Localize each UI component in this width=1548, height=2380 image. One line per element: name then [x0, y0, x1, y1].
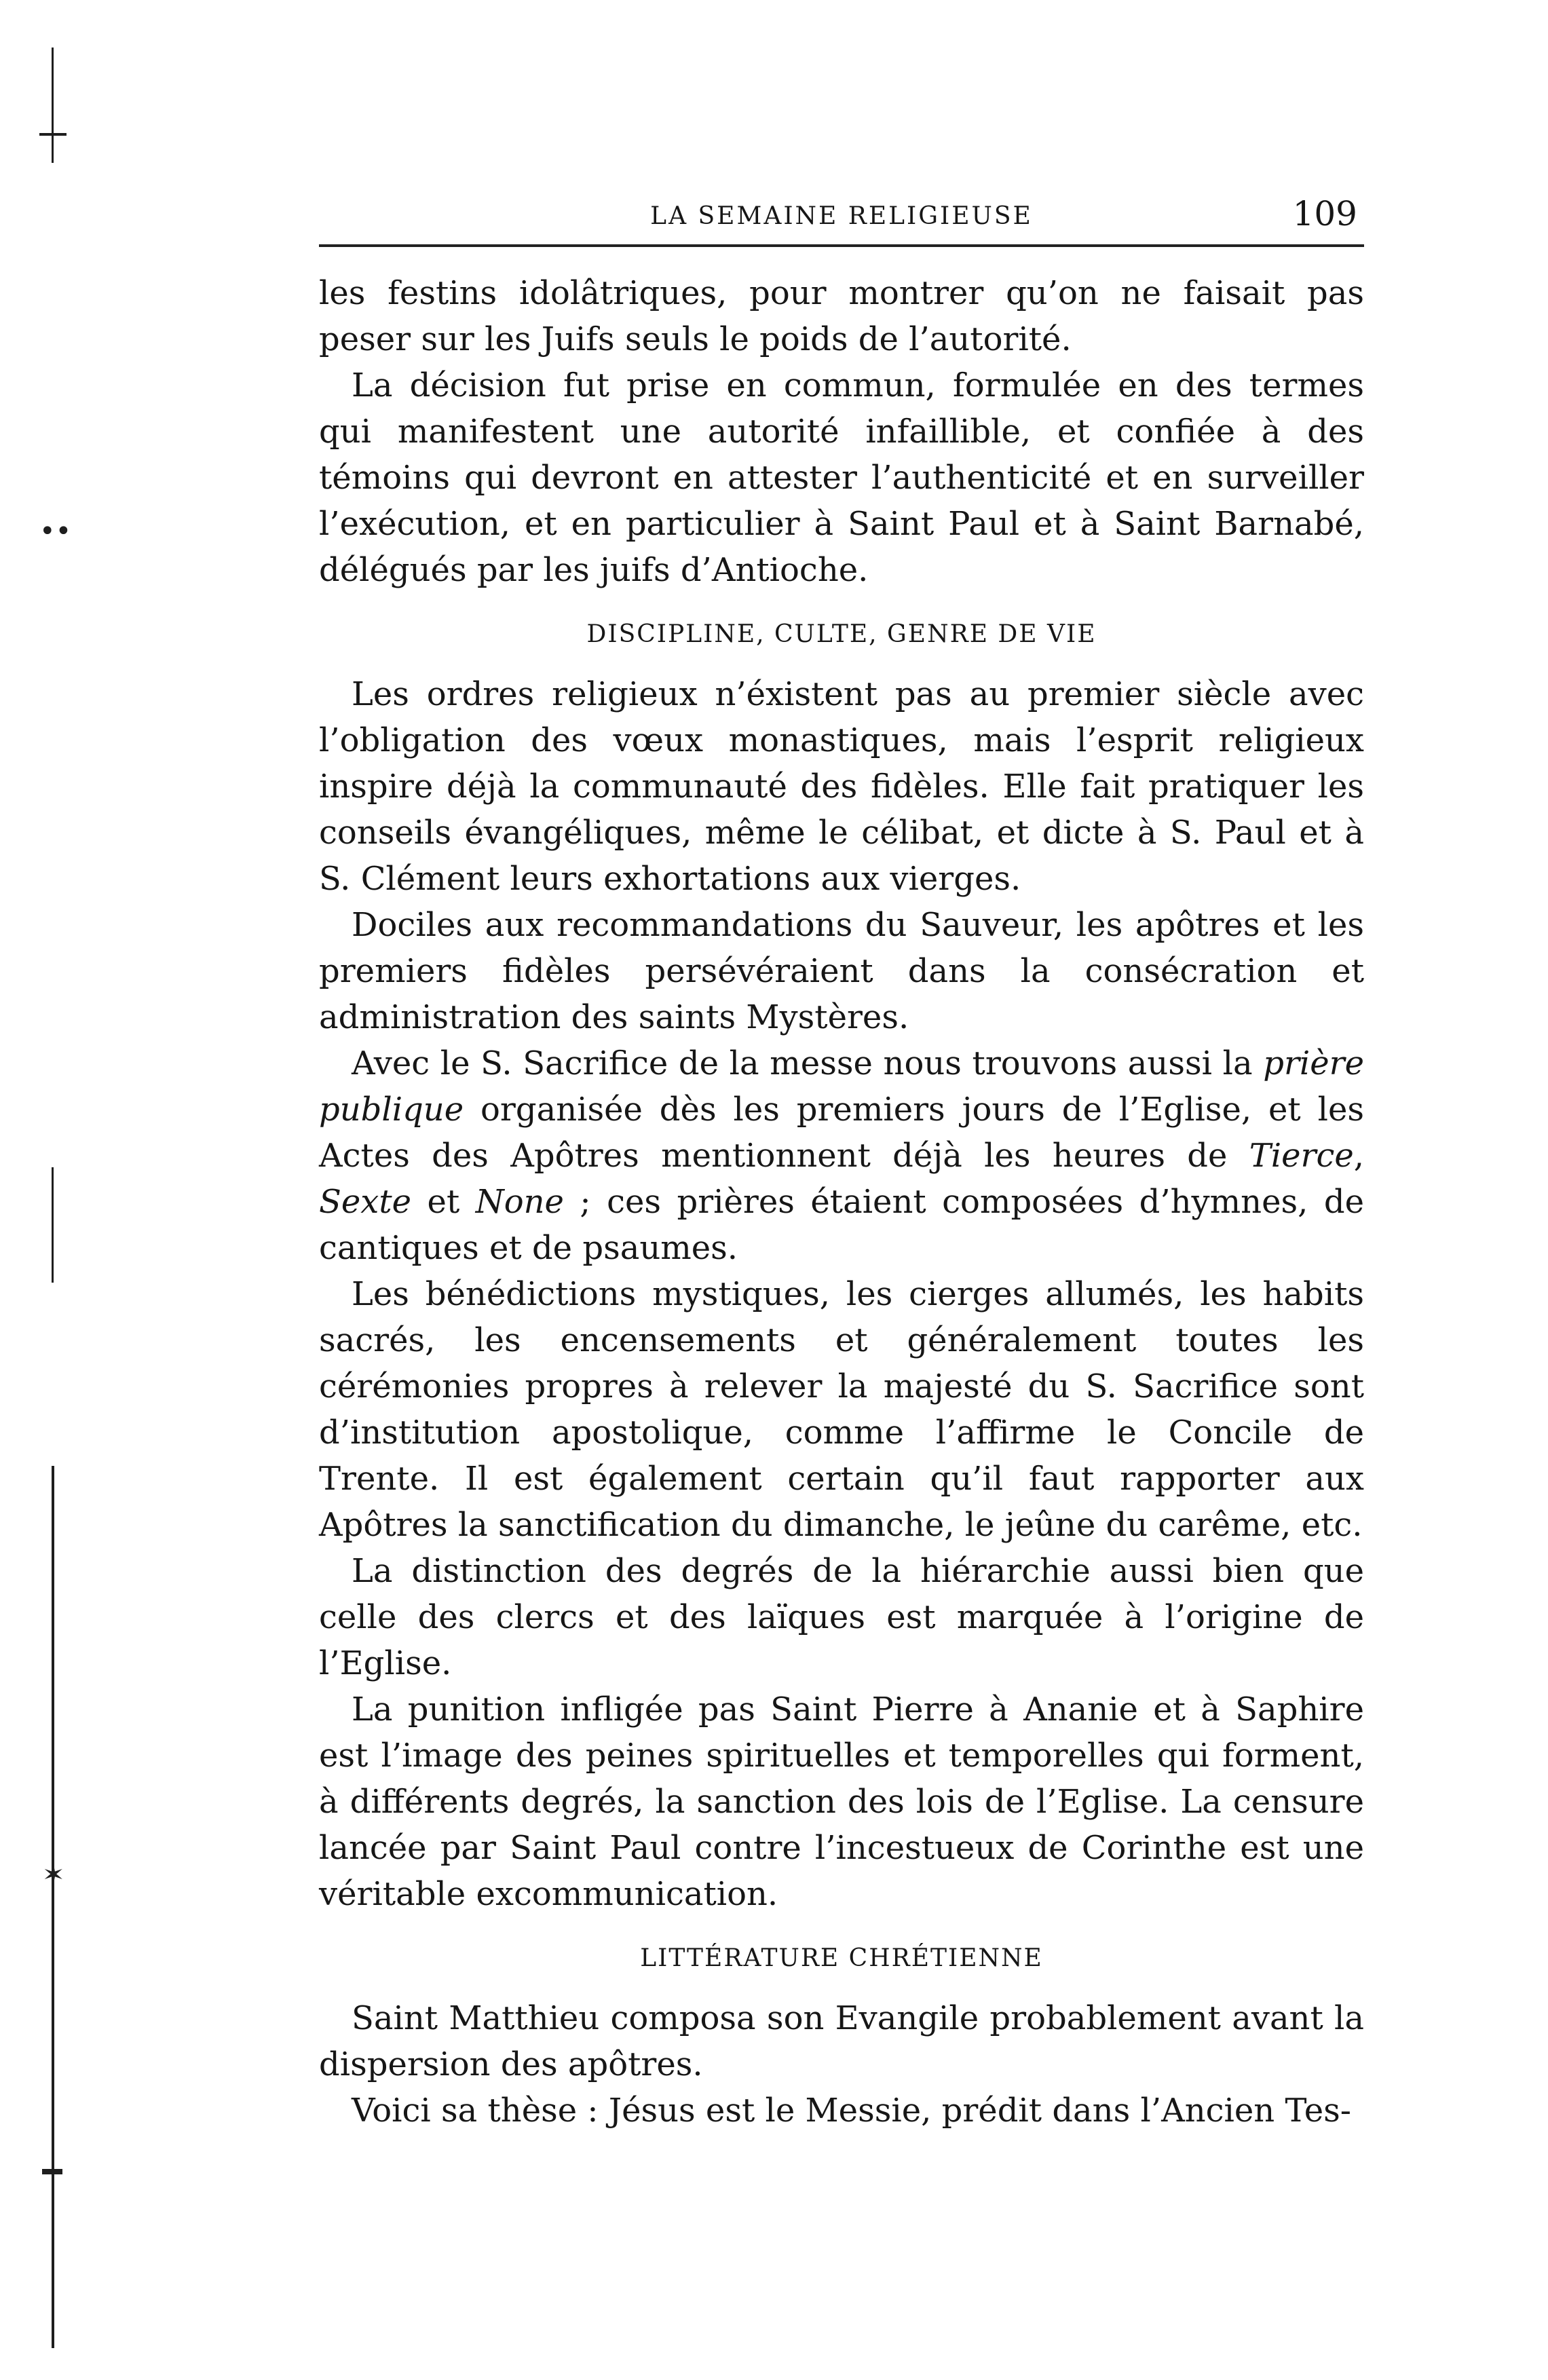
margin-blot: ••	[39, 516, 72, 547]
avec-text-3: ,	[1353, 1137, 1364, 1175]
margin-tick-top	[39, 133, 67, 136]
margin-blot-lower: ✶	[42, 1859, 65, 1891]
avec-italic-sexte: Sexte	[319, 1183, 412, 1221]
document-page	[319, 190, 1364, 2134]
paragraph-matthieu: Saint Matthieu composa son Evangile probablement avant la dispersion des apôtres.	[319, 1999, 1364, 2083]
avec-text-1: Avec le S. Sacrifice de la messe nous trouvons aussi la	[352, 1044, 1264, 1082]
margin-rule-top	[52, 48, 54, 163]
avec-italic-priere: prière publique	[319, 1044, 1364, 1129]
paragraph-punition: La punition infligée pas Saint Pierre à Ananie et à Saphire est l’image des peines spirituelles et temporelles qui forment, à différents degrés, la sanction des lois de l’Eglise. La censure lancée par Saint Paul contre l’incestueux de Corinthe est une véritable excommunication.	[319, 1690, 1364, 1913]
page-body	[319, 270, 1364, 2134]
paragraph-decision: La décision fut prise en commun, formulée en des termes qui manifestent une autorité infaillible, et confiée à des témoins qui devront en attester l’authenticité et en surveiller l’exécution, et en particulier à Saint Paul et à Saint Barnabé, délégués par les juifs d’Antioche.	[319, 366, 1364, 589]
section-heading-discipline: DISCIPLINE, CULTE, GENRE DE VIE	[586, 620, 1097, 648]
avec-italic-none: None	[475, 1183, 564, 1221]
avec-text-5: ; ces prières étaient composées d’hymnes, de cantiques et de psaumes.	[319, 1183, 1364, 1267]
section-heading-litterature: LITTÉRATURE CHRÉTIENNE	[640, 1944, 1043, 1972]
margin-tick-lower	[42, 2169, 62, 2174]
margin-rule-middle	[52, 1167, 54, 1283]
paragraph-avec	[319, 1040, 1364, 1271]
page-number: 109	[1292, 194, 1357, 233]
avec-italic-tierce: Tierce	[1249, 1137, 1354, 1175]
paragraph-dociles: Dociles aux recommandations du Sauveur, les apôtres et les premiers fidèles persévéraient dans la consécration et administration des saints Mystères.	[319, 906, 1364, 1036]
running-title: LA SEMAINE RELIGIEUSE	[650, 202, 1033, 230]
paragraph-these: Voici sa thèse : Jésus est le Messie, prédit dans l’Ancien Tes-	[352, 2092, 1352, 2130]
avec-text-4: et	[411, 1183, 476, 1221]
margin-rule-lower	[52, 1466, 54, 2348]
paragraph-distinction: La distinction des degrés de la hiérarchie aussi bien que celle des clercs et des laïques est marquée à l’origine de l’Eglise.	[319, 1552, 1364, 1682]
paragraph-ordres: Les ordres religieux n’éxistent pas au premier siècle avec l’obligation des vœux monastiques, mais l’esprit religieux inspire déjà la communauté des fidèles. Elle fait pratiquer les conseils évangéliques, même le célibat, et dicte à S. Paul et à S. Clément leurs exhortations aux vierges.	[319, 675, 1364, 898]
avec-text-2: organisée dès les premiers jours de l’Eglise, et les Actes des Apôtres mentionnent déjà les heures de	[319, 1091, 1364, 1175]
paragraph-continued: les festins idolâtriques, pour montrer qu’on ne faisait pas peser sur les Juifs seuls le poids de l’autorité.	[319, 274, 1364, 358]
page-header	[319, 190, 1364, 247]
paragraph-benedictions: Les bénédictions mystiques, les cierges allumés, les habits sacrés, les encensements et généralement toutes les cérémonies propres à relever la majesté du S. Sacrifice sont d’institution apostolique, comme l’affirme le Concile de Trente. Il est également certain qu’il faut rapporter aux Apôtres la sanctification du dimanche, le jeûne du carême, etc.	[319, 1275, 1364, 1544]
